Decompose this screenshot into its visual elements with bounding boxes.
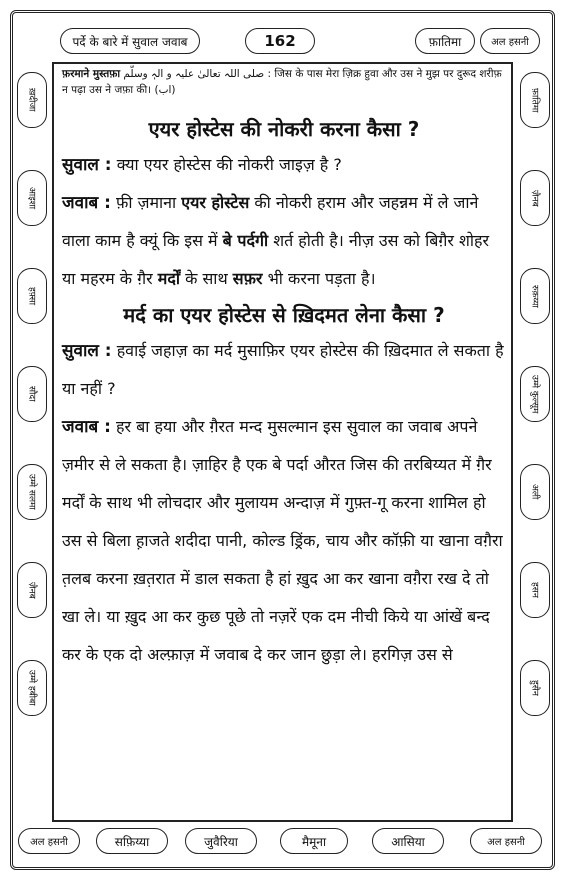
question-2 (62, 332, 506, 408)
answer-text: के साथ (185, 269, 228, 288)
footer-text: आसिया (391, 834, 425, 849)
book-title (60, 28, 200, 54)
question-label: सुवाल : (62, 341, 112, 361)
border-medallion-left (17, 366, 47, 422)
header-name-right-text: फ़ातिमा (428, 34, 462, 49)
answer-text: फ़ी ज़माना (116, 193, 177, 212)
medallion-text: ज़ैनब (26, 581, 37, 599)
answer-label: जवाब : (62, 417, 111, 437)
medallion-text: आइशा (26, 186, 37, 210)
heading-1: एयर होस्टेस की नोकरी करना कैसा ? (148, 117, 420, 141)
answer-bold: मर्दों (157, 269, 181, 288)
header-corner-text: अल हसनी (491, 37, 529, 48)
question-label: सुवाल : (62, 155, 112, 175)
answer-bold: बे पर्दगी (222, 231, 269, 250)
medallion-text: ज़ैनब (529, 189, 540, 207)
answer-label: जवाब : (62, 193, 111, 213)
answer-text: भी करना पड़ता है। (267, 269, 376, 288)
border-medallion-right (520, 268, 550, 324)
border-medallion-left (17, 464, 47, 520)
notice-text: : जिस के पास मेरा ज़िक्र हुवा और उस ने मुझ पर दुरूद शरीफ़ न पढ़ा उस ने जफ़ा की। (اب) (62, 68, 502, 96)
answer-2 (62, 408, 506, 674)
page-number-box (245, 28, 315, 54)
border-medallion-left (17, 660, 47, 716)
answer-bold: सफ़र (232, 269, 263, 288)
question-text: हवाई जहाज़ का मर्द मुसाफ़िर एयर होस्टेस की ख़िदमात ले सकता है या नहीं ? (62, 341, 504, 398)
book-title-text: पर्दे के बारे में सुवाल जवाब (72, 34, 188, 49)
header-name-right (415, 28, 475, 54)
border-medallion-left (17, 170, 47, 226)
answer-text: शर्त होती है। नीज़ उस को बिग़ैर शोहर या महरम के ग़ैर (62, 231, 490, 288)
medallion-text: फ़ातिमा (529, 87, 540, 113)
footer-cartouche (96, 828, 168, 854)
question-text: क्या एयर होस्टेस की नोकरी जाइज़ है ? (116, 155, 342, 174)
medallion-text: हफ़्सा (26, 286, 37, 306)
hadith-notice (62, 66, 506, 98)
footer-text: जुवैरिया (204, 834, 238, 849)
medallion-text: सौदा (26, 386, 37, 402)
footer-cartouche (372, 828, 444, 854)
answer-text: की नोकरी हराम और जहन्नम में ले जाने वाला काम है क्यूं कि इस में (62, 193, 479, 250)
medallion-text: उम्मे कुल्सूम (529, 374, 540, 414)
footer-text: मैमूना (301, 834, 327, 849)
border-medallion-right (520, 562, 550, 618)
header-corner (480, 28, 540, 54)
border-medallion-right (520, 72, 550, 128)
footer-cartouche (470, 828, 542, 854)
answer-1 (62, 184, 506, 298)
notice-label: फ़रमाने मुस्तफ़ा (62, 68, 121, 80)
border-medallion-right (520, 170, 550, 226)
medallion-text: उम्मे हबीबा (26, 670, 37, 706)
medallion-text: हसन (529, 582, 540, 598)
border-medallion-left (17, 268, 47, 324)
answer-text: हर बा हया और ग़ैरत मन्द मुसल्मान इस सुवाल का जवाब अपने ज़मीर से ले सकता है। ज़ाहिर है एक बे पर्दा औरत जिस की तरबिय्यत में ग़ैर मर्दों के साथ भी लोचदार और मुलायम अन्दाज़ में गुफ़्त-गू करना शामिल हो उस से बिला ह़ाजते शदीदा पानी, कोल्ड ड्रिंक, चाय और कॉफ़ी या खाना वग़ैरा त़लब करना ख़त़रात में डाल सकता है हां ख़ुद आ कर खाना वग़ैरा रख दे तो खा ले। या ख़ुद आ कर कुछ पूछे तो नज़रें एक दम नीची किये या आंखें बन्द कर के एक दो अल्फ़ाज़ में जवाब दे कर जान छुड़ा ले। हरगिज़ उस से (62, 417, 503, 664)
medallion-text: रुक़य्या (529, 284, 540, 308)
footer-cartouche (185, 828, 257, 854)
medallion-text: हुसैन (529, 680, 540, 696)
footer-text: अल हसनी (30, 837, 68, 848)
medallion-text: अली (529, 484, 540, 500)
main-content (62, 112, 506, 674)
medallion-text: ख़दीजा (26, 88, 37, 112)
footer-cartouche (18, 828, 80, 854)
border-medallion-right (520, 660, 550, 716)
medallion-text: उम्मे सलमा (26, 474, 37, 510)
heading-2: मर्द का एयर होस्टेस से ख़िदमत लेना कैसा ? (123, 303, 445, 327)
footer-text: अल हसनी (487, 837, 525, 848)
border-medallion-right (520, 464, 550, 520)
border-medallion-left (17, 72, 47, 128)
border-medallion-left (17, 562, 47, 618)
notice-arabic: صلی اللہ تعالیٰ علیہ و الہٖ وسلّم (123, 68, 265, 80)
footer-cartouche (280, 828, 348, 854)
answer-bold: एयर होस्टेस (181, 193, 250, 212)
question-1 (62, 146, 506, 184)
border-medallion-right (520, 366, 550, 422)
page-number: 162 (264, 32, 296, 50)
footer-text: सफ़िय्या (114, 834, 150, 849)
